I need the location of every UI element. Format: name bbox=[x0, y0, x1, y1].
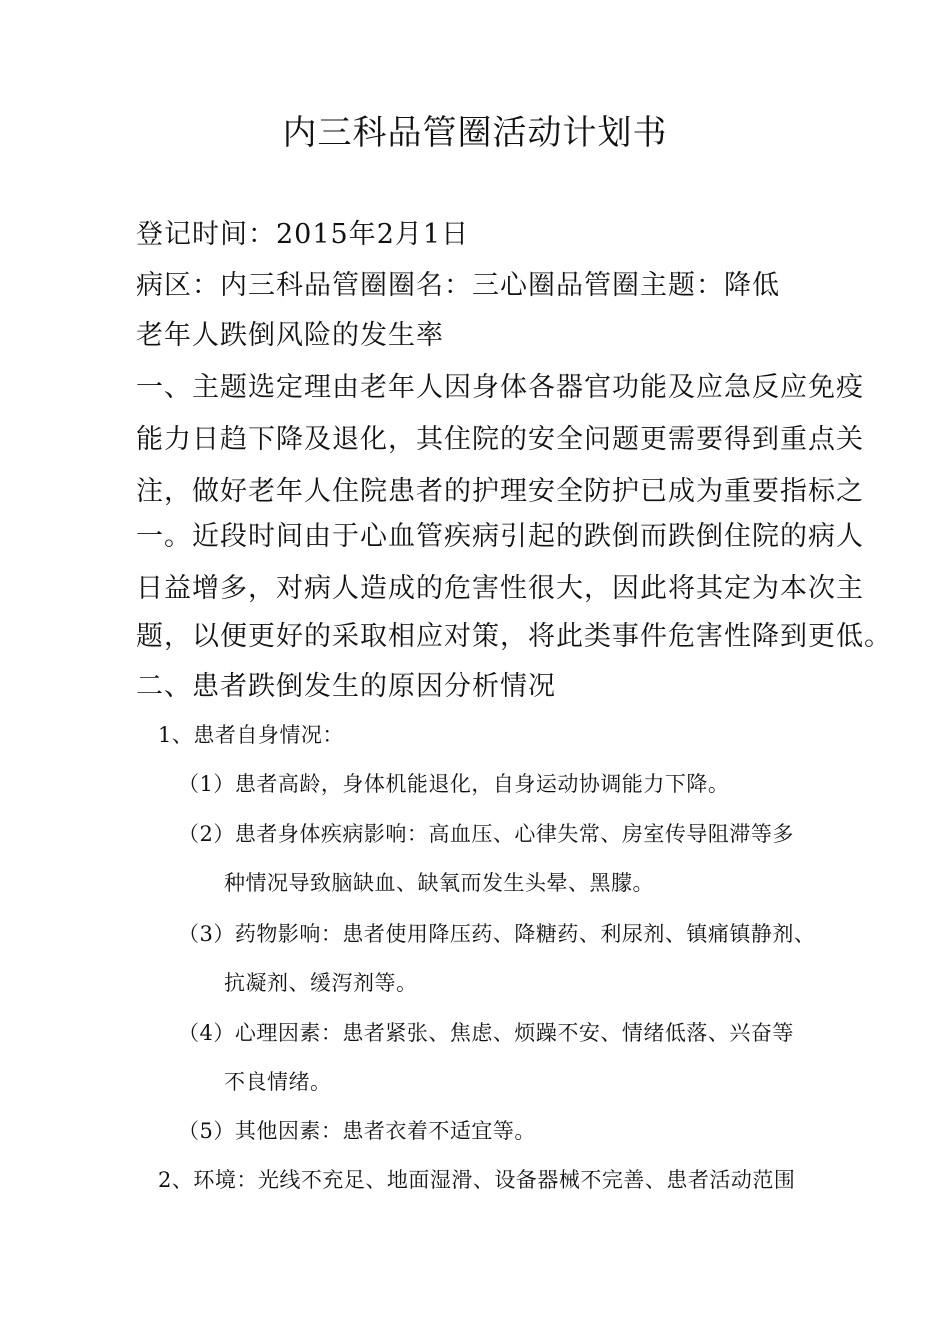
ward-info-line: 病区：内三科品管圈圈名：三心圈品管圈主题：降低 bbox=[136, 270, 780, 301]
cause-item-other: （5）其他因素：患者衣着不适宜等。 bbox=[178, 1119, 536, 1143]
section1-text-line: 能力日趋下降及退化，其住院的安全问题更需要得到重点关 bbox=[136, 424, 864, 455]
cause-environment-line: 2、环境：光线不充足、地面湿滑、设备器械不完善、患者活动范围 bbox=[158, 1168, 796, 1192]
document-title: 内三科品管圈活动计划书 bbox=[282, 113, 668, 153]
cause-item-disease-continued: 种情况导致脑缺血、缺氧而发生头晕、黑朦。 bbox=[224, 871, 654, 895]
register-date-line: 登记时间：2015年2月1日 bbox=[136, 219, 470, 250]
section1-text-line: 题，以便更好的采取相应对策，将此类事件危害性降到更低。 bbox=[136, 621, 892, 652]
cause-item-age: （1）患者高龄，身体机能退化，自身运动协调能力下降。 bbox=[178, 772, 730, 796]
cause-item-psychology-continued: 不良情绪。 bbox=[224, 1070, 332, 1094]
cause-item-psychology: （4）心理因素：患者紧张、焦虑、烦躁不安、情绪低落、兴奋等 bbox=[178, 1021, 794, 1045]
section2-heading: 二、患者跌倒发生的原因分析情况 bbox=[136, 671, 556, 702]
section1-text-line: 日益增多，对病人造成的危害性很大，因此将其定为本次主 bbox=[136, 573, 864, 604]
cause-patient-heading: 1、患者自身情况： bbox=[158, 723, 344, 747]
cause-item-drugs-continued: 抗凝剂、缓泻剂等。 bbox=[224, 971, 418, 995]
section1-text-line: 一、主题选定理由老年人因身体各器官功能及应急反应免疫 bbox=[136, 372, 864, 403]
section1-text-line: 注，做好老年人住院患者的护理安全防护已成为重要指标之 bbox=[136, 476, 864, 507]
cause-item-disease: （2）患者身体疾病影响：高血压、心律失常、房室传导阻滞等多 bbox=[178, 822, 794, 846]
ward-info-line-continued: 老年人跌倒风险的发生率 bbox=[136, 320, 444, 351]
section1-text-line: 一。近段时间由于心血管疾病引起的跌倒而跌倒住院的病人 bbox=[136, 521, 864, 552]
cause-item-drugs: （3）药物影响：患者使用降压药、降糖药、利尿剂、镇痛镇静剂、 bbox=[178, 922, 816, 946]
